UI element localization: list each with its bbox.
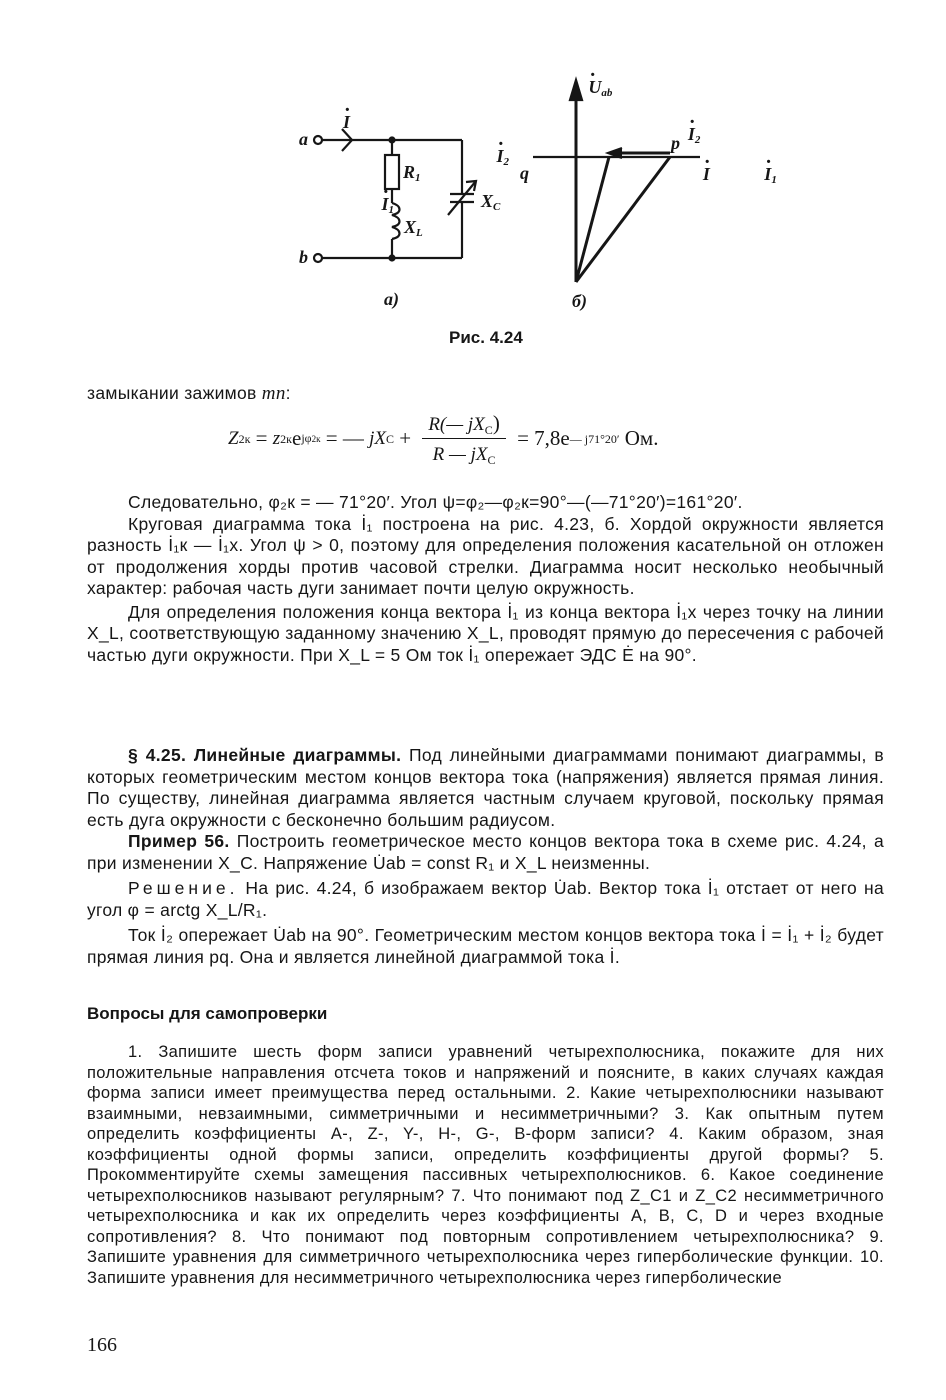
solution-heading: Решение.: [128, 878, 239, 898]
vector-diagram: [533, 80, 700, 282]
paragraph-2: Круговая диаграмма тока İ₁ построена на рис. 4.23, б. Хордой окружности является разность İ₁к — İ₁х. Угол ψ > 0, поэтому для определения положения касательной он отложен от продолжения хорды против часовой стрелки. Диаграмма носит несколько необычный характер: рабочая часть дуги занимает почти целую окружность.: [87, 513, 884, 598]
formula-z2k: Z 2к = z 2к e jφ2к = — jX C + $\frac{R(— jX_C)}{R — jX_C}$ = 7,8e — j71°20′ Ом.: [228, 411, 659, 467]
page-number: 166: [87, 1334, 117, 1356]
questions-heading: Вопросы для самопроверки: [87, 1004, 328, 1023]
figure-4-24: [0, 0, 946, 360]
paragraph-1: Следовательно, φ₂к = — 71°20′. Угол ψ=φ₂—φ₂к=90°—(—71°20′)=161°20′.: [128, 492, 743, 512]
label-r1: $R_1$: [403, 162, 421, 184]
label-q: q: [520, 163, 529, 183]
figure-caption: Рис. 4.24: [449, 328, 523, 347]
figure-drawing: [0, 0, 946, 360]
label-i1: · $I_1$: [381, 195, 394, 216]
section-4-25: [87, 745, 884, 968]
node-top: [390, 138, 395, 143]
i1-vector: [576, 157, 670, 282]
label-xl: $X_L$: [404, 217, 423, 239]
paragraph-4: Ток İ₂ опережает U̇ab на 90°. Геометрическим местом концов вектора тока İ = İ₁ + İ₂ будет прямая линия pq. Она и является линейной диаграммой тока İ.: [87, 925, 884, 967]
label-vec-i: · I: [703, 165, 710, 183]
label-uab: · $U_{ab}$: [588, 78, 612, 99]
label-p: p: [671, 133, 680, 153]
formula-fraction: $\frac{R(— jX_C)}{R — jX_C}$: [422, 411, 505, 466]
circuit-diagram: [314, 129, 476, 262]
label-vec-i1: · $I_1$: [764, 165, 777, 186]
example-heading: Пример 56.: [128, 831, 230, 851]
paragraph-3: Для определения положения конца вектора İ₁ из конца вектора İ₁х через точку на линии X_L, соответствующую заданному значению X_L, проводят прямую до пересечения с рабочей частью дуги окружности. При X_L = 5 Ом ток İ₁ опережает ЭДС Ė на 90°.: [87, 601, 884, 665]
questions-text: 1. Запишите шесть форм записи уравнений четырехполюсника, покажите для них положительные направления отсчета токов и напряжений и поясните, в каких случаях каждая форма записи имеет преимущества перед остальными. 2. Какие четырехполюсники называют взаимными, невзаимными, симметричными и несимметричными? 3. Как опытным путем определить коэффициенты A-, Z-, Y-, H-, G-, B-форм записи? 4. Каким образом, зная коэффициенты одной формы записи, определить коэффициенты другой формы? 5. Прокомментируйте схемы замещения пассивных четырехполюсников. 6. Какое соединение четырехполюсников называют регулярным? 7. Что понимают под Z_C1 и Z_C2 несимметричного четырехполюсника и как их определить через коэффициенты A, B, C, D и через входные сопротивления? 8. Что понимают под повторным сопротивлением четырехполюсника? 9. Запишите уравнения для симметричного четырехполюсника через гиперболические функции. 10. Запишите уравнения для несимметричного четырехполюсника через гиперболические: [87, 1043, 884, 1287]
example-paragraph: Пример 56. Построить геометрическое место концов вектора тока в схеме рис. 4.24, а при изменении X_C. Напряжение U̇ab = const R₁ и X_L неизменны.: [87, 831, 884, 873]
label-vec-i2: · $I_2$: [688, 125, 701, 146]
subfigure-a-label: а): [384, 289, 399, 309]
i-vector: [576, 157, 609, 282]
terminal-a: [314, 136, 322, 144]
label-a: a: [299, 129, 308, 149]
main-text: [87, 492, 884, 666]
terminal-b: [314, 254, 322, 262]
intro-line: замыкании зажимов mn:: [87, 383, 291, 404]
section-paragraph: § 4.25. Линейные диаграммы. Под линейными диаграммами понимают диаграммы, в которых геометрическим местом концов вектора тока (напряжения) является прямая линия. По существу, линейная диаграмма является частным случаем круговой, поскольку прямая есть дуга окружности с бесконечно большим радиусом.: [87, 745, 884, 830]
subfigure-b-label: б): [572, 291, 587, 311]
node-bottom: [390, 256, 395, 261]
label-current-i: · I: [343, 113, 350, 131]
section-heading: § 4.25. Линейные диаграммы.: [128, 745, 402, 765]
uab-arrowhead: [570, 80, 582, 100]
solution-paragraph: Решение. На рис. 4.24, б изображаем вектор U̇ab. Вектор тока İ₁ отстает от него на угол φ = arctg X_L/R₁.: [87, 878, 884, 920]
label-i2: · $I_2$: [496, 147, 509, 168]
label-b: b: [299, 247, 308, 267]
label-xc: $X_C$: [481, 191, 501, 213]
